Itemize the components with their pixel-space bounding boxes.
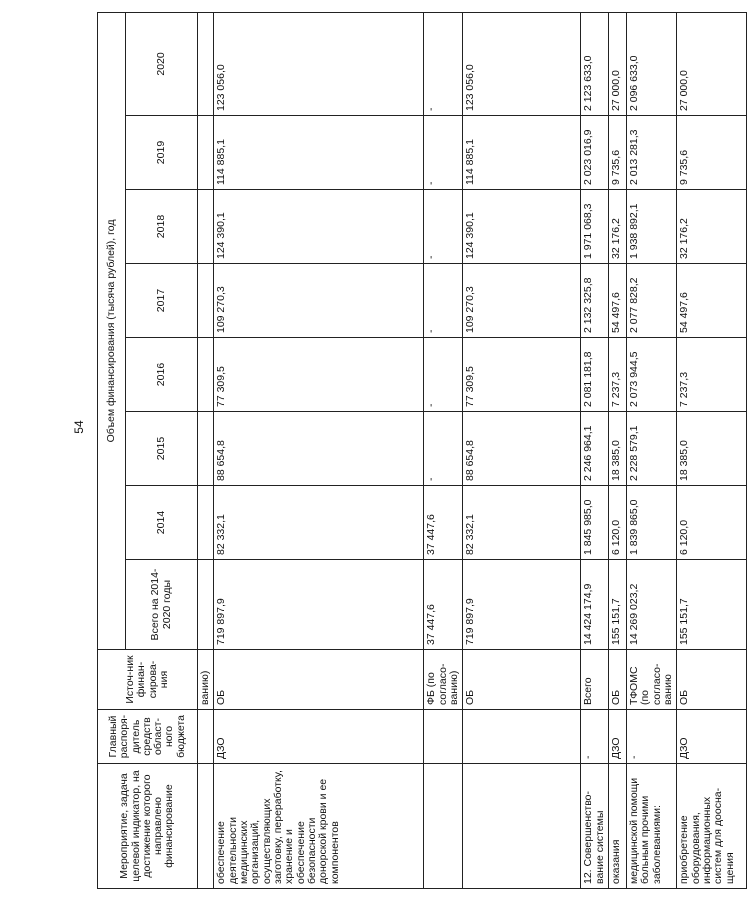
cell-source: Всего bbox=[581, 650, 609, 710]
cell-manager: - bbox=[626, 710, 676, 764]
cell-year-value: 6 120,0 bbox=[608, 486, 626, 560]
financing-table-rotated bbox=[97, 13, 736, 889]
table-row bbox=[581, 12, 609, 888]
cell-source: ОБ bbox=[608, 650, 626, 710]
cell-year-value: 2 132 325,8 bbox=[581, 264, 609, 338]
cell-source: ОБ bbox=[463, 650, 581, 710]
cell-measure bbox=[424, 764, 463, 889]
cell-year-value: 114 885,1 bbox=[463, 116, 581, 190]
cell-year-value bbox=[198, 338, 214, 412]
cell-year-value: 109 270,3 bbox=[463, 264, 581, 338]
cell-measure bbox=[463, 764, 581, 889]
cell-year-value: 114 885,1 bbox=[214, 116, 424, 190]
cell-year-value: 2 073 944,5 bbox=[626, 338, 676, 412]
cell-total: 155 151,7 bbox=[677, 560, 747, 650]
cell-year-value bbox=[198, 12, 214, 115]
cell-year-value: 32 176,2 bbox=[677, 190, 747, 264]
table-row bbox=[214, 12, 424, 888]
cell-year-value: 32 176,2 bbox=[608, 190, 626, 264]
cell-year-value bbox=[198, 190, 214, 264]
cell-measure: обеспечение деятельности медицинских организаций, осуществляющих заготовку, переработку, хранение и обеспечение безопасности донорской крови и ее компонентов bbox=[214, 764, 424, 889]
cell-year-value: 124 390,1 bbox=[463, 190, 581, 264]
cell-measure: 12. Совершенство-вание системы bbox=[581, 764, 609, 889]
cell-year-value: 18 385,0 bbox=[677, 412, 747, 486]
header-year: 2018 bbox=[126, 190, 198, 264]
cell-year-value: 2 228 579,1 bbox=[626, 412, 676, 486]
cell-year-value bbox=[198, 486, 214, 560]
cell-year-value: 82 332,1 bbox=[214, 486, 424, 560]
cell-year-value: 2 077 828,2 bbox=[626, 264, 676, 338]
cell-measure: оказания bbox=[608, 764, 626, 889]
cell-year-value: 7 237,3 bbox=[608, 338, 626, 412]
cell-year-value: 77 309,5 bbox=[463, 338, 581, 412]
cell-total: 719 897,9 bbox=[214, 560, 424, 650]
header-year: 2019 bbox=[126, 116, 198, 190]
cell-year-value: 2 246 964,1 bbox=[581, 412, 609, 486]
cell-total bbox=[198, 560, 214, 650]
cell-year-value: 123 056,0 bbox=[214, 12, 424, 115]
table-row bbox=[198, 12, 214, 888]
cell-year-value: 27 000,0 bbox=[677, 12, 747, 115]
cell-year-value: - bbox=[424, 264, 463, 338]
header-year: 2017 bbox=[126, 264, 198, 338]
cell-manager: ДЗО bbox=[608, 710, 626, 764]
cell-manager: - bbox=[581, 710, 609, 764]
cell-year-value: 7 237,3 bbox=[677, 338, 747, 412]
header-year: 2014 bbox=[126, 486, 198, 560]
cell-year-value: 27 000,0 bbox=[608, 12, 626, 115]
cell-total: 14 269 023,2 bbox=[626, 560, 676, 650]
cell-manager bbox=[463, 710, 581, 764]
cell-year-value: 2 081 181,8 bbox=[581, 338, 609, 412]
cell-manager bbox=[198, 710, 214, 764]
header-year: 2015 bbox=[126, 412, 198, 486]
cell-year-value: 9 735,6 bbox=[677, 116, 747, 190]
cell-year-value: 2 023 016,9 bbox=[581, 116, 609, 190]
cell-year-value: 18 385,0 bbox=[608, 412, 626, 486]
cell-year-value: - bbox=[424, 12, 463, 115]
cell-year-value: 2 123 633,0 bbox=[581, 12, 609, 115]
cell-total: 155 151,7 bbox=[608, 560, 626, 650]
table-row bbox=[677, 12, 747, 888]
cell-total: 719 897,9 bbox=[463, 560, 581, 650]
header-manager: Главный распоря-дитель средств област-ного бюджета bbox=[98, 710, 198, 764]
cell-year-value: 54 497,6 bbox=[608, 264, 626, 338]
cell-year-value bbox=[198, 412, 214, 486]
header-source: Источ-ник финан-сирова-ния bbox=[98, 650, 198, 710]
cell-year-value: 124 390,1 bbox=[214, 190, 424, 264]
header-year: 2020 bbox=[126, 12, 198, 115]
cell-year-value: 77 309,5 bbox=[214, 338, 424, 412]
cell-source: ванию) bbox=[198, 650, 214, 710]
cell-year-value: 82 332,1 bbox=[463, 486, 581, 560]
cell-year-value bbox=[198, 116, 214, 190]
cell-year-value: 2 013 281,3 bbox=[626, 116, 676, 190]
cell-source: ОБ bbox=[677, 650, 747, 710]
table-row bbox=[463, 12, 581, 888]
cell-year-value: - bbox=[424, 190, 463, 264]
header-funding-group: Объем финансирования (тысяча рублей), год bbox=[98, 12, 126, 649]
table-row bbox=[424, 12, 463, 888]
cell-year-value: 123 056,0 bbox=[463, 12, 581, 115]
cell-source: ОБ bbox=[214, 650, 424, 710]
cell-year-value: 1 839 865,0 bbox=[626, 486, 676, 560]
cell-manager bbox=[424, 710, 463, 764]
header-year: 2016 bbox=[126, 338, 198, 412]
cell-manager: ДЗО bbox=[677, 710, 747, 764]
cell-source: ФБ (по согласо-ванию) bbox=[424, 650, 463, 710]
table-row bbox=[608, 12, 626, 888]
cell-measure bbox=[198, 764, 214, 889]
financing-table bbox=[97, 12, 747, 889]
cell-year-value: 54 497,6 bbox=[677, 264, 747, 338]
cell-year-value: 37 447,6 bbox=[424, 486, 463, 560]
cell-measure: медицинской помощи больным прочими заболеваниями: bbox=[626, 764, 676, 889]
cell-year-value: 2 096 633,0 bbox=[626, 12, 676, 115]
cell-year-value: - bbox=[424, 338, 463, 412]
cell-total: 37 447,6 bbox=[424, 560, 463, 650]
header-measure: Мероприятие, задача целевой индикатор, на достижение которого направлено финансирование bbox=[98, 764, 198, 889]
cell-year-value: 1 845 985,0 bbox=[581, 486, 609, 560]
cell-source: ТФОМС (по согласо-ванию bbox=[626, 650, 676, 710]
cell-year-value: 88 654,8 bbox=[463, 412, 581, 486]
header-total: Всего на 2014-2020 годы bbox=[126, 560, 198, 650]
cell-measure: приобретение оборудования, информационных систем для дооснащения bbox=[677, 764, 747, 889]
cell-year-value: 1 938 892,1 bbox=[626, 190, 676, 264]
cell-year-value: - bbox=[424, 412, 463, 486]
cell-year-value: 109 270,3 bbox=[214, 264, 424, 338]
cell-year-value: 6 120,0 bbox=[677, 486, 747, 560]
cell-year-value: 88 654,8 bbox=[214, 412, 424, 486]
cell-year-value bbox=[198, 264, 214, 338]
cell-year-value: 9 735,6 bbox=[608, 116, 626, 190]
cell-year-value: 1 971 068,3 bbox=[581, 190, 609, 264]
cell-manager: ДЗО bbox=[214, 710, 424, 764]
cell-year-value: - bbox=[424, 116, 463, 190]
page-number: 54 bbox=[72, 420, 86, 434]
table-row bbox=[626, 12, 676, 888]
cell-total: 14 424 174,9 bbox=[581, 560, 609, 650]
